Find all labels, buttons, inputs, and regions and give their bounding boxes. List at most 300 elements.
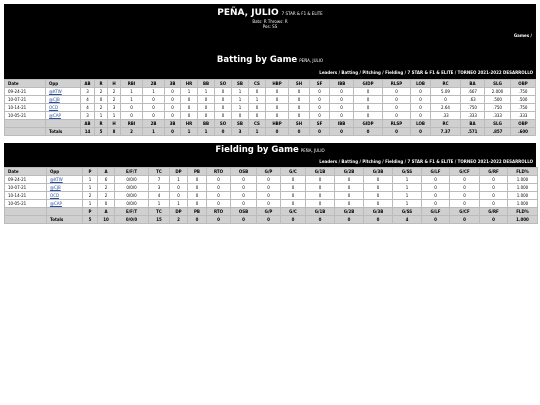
table-cell: 0: [257, 192, 281, 200]
table-cell: 09-24-21: [5, 176, 47, 184]
column-header: A: [98, 208, 115, 216]
totals-cell: 0: [231, 216, 257, 224]
column-header: HBP: [266, 120, 289, 128]
table-cell: 0: [249, 88, 266, 96]
table-cell: 0: [480, 200, 508, 208]
blank-cell: [5, 128, 46, 136]
table-cell: 1: [121, 88, 143, 96]
totals-cell: 0: [450, 216, 480, 224]
table-cell: 09-24-21: [5, 88, 46, 96]
column-header: G/RF: [480, 168, 508, 176]
table-row: [5, 184, 538, 192]
table-cell: 0: [198, 104, 215, 112]
table-cell: 0: [411, 88, 431, 96]
table-cell: 0: [422, 192, 450, 200]
column-header: BB: [198, 80, 215, 88]
table-cell: 1: [108, 112, 121, 120]
table-row: [5, 104, 536, 112]
table-cell: 0: [422, 200, 450, 208]
totals-cell: 0: [310, 128, 330, 136]
column-header: BB: [198, 120, 215, 128]
totals-cell: 0: [411, 128, 431, 136]
table-cell: 0: [289, 88, 310, 96]
table-cell: 0: [480, 192, 508, 200]
batting-subtitle: PEÑA, JULIO: [299, 58, 324, 63]
opponent-link[interactable]: [46, 104, 81, 112]
table-cell: 0: [310, 112, 330, 120]
batting-nav-links[interactable]: Leaders / Batting / Pitching / Fielding / 7 STAR & F1 & ELITE / TORNEO 2021-2022 DESARROLLO: [319, 70, 533, 75]
batting-header-row: [5, 80, 536, 88]
table-cell: 1: [170, 200, 188, 208]
column-header: E/F/T: [115, 208, 149, 216]
table-cell: 10-07-21: [5, 184, 47, 192]
blank-cell: [5, 208, 47, 216]
table-cell: .750: [461, 104, 485, 112]
column-header: G/SS: [393, 168, 422, 176]
table-cell: 0: [411, 96, 431, 104]
column-header: G/CF: [450, 208, 480, 216]
blank-cell: [5, 120, 46, 128]
column-header: RTO: [207, 208, 231, 216]
table-cell: 5.09: [431, 88, 461, 96]
table-cell: 0: [281, 176, 306, 184]
table-cell: 0: [143, 96, 165, 104]
column-header: RBI: [121, 80, 143, 88]
table-cell: 10-14-21: [5, 192, 47, 200]
table-cell: 7: [149, 176, 170, 184]
column-header: G/LF: [422, 208, 450, 216]
table-cell: 0: [231, 176, 257, 184]
column-header: SB: [232, 80, 249, 88]
column-header: G/3B: [364, 208, 393, 216]
batting-table: [4, 79, 536, 136]
table-cell: 1: [198, 88, 215, 96]
fielding-title-row: [4, 145, 536, 155]
table-cell: 0: [422, 184, 450, 192]
table-cell: 1: [232, 88, 249, 96]
column-header: LOB: [411, 80, 431, 88]
column-header: G/RF: [480, 208, 508, 216]
table-cell: 10-05-21: [5, 112, 46, 120]
column-header: G/P: [257, 168, 281, 176]
table-cell: 0: [281, 184, 306, 192]
table-cell: 1: [232, 104, 249, 112]
column-header: SO: [215, 80, 232, 88]
table-cell: 0: [257, 200, 281, 208]
page: [4, 4, 536, 224]
column-header: G/P: [257, 208, 281, 216]
totals-cell: 0/0/0: [115, 216, 149, 224]
totals-cell: 0: [165, 128, 181, 136]
totals-row: [5, 128, 536, 136]
totals-cell: 0: [188, 216, 207, 224]
fielding-table: [4, 167, 538, 224]
column-header: SF: [310, 120, 330, 128]
opponent-link[interactable]: [47, 176, 83, 184]
table-cell: 4: [81, 96, 95, 104]
column-header: AB: [81, 120, 95, 128]
table-cell: 0: [165, 112, 181, 120]
table-cell: .63: [461, 96, 485, 104]
column-header: RLSP: [383, 120, 411, 128]
column-header: E/F/T: [115, 168, 149, 176]
fielding-nav-links[interactable]: Leaders / Batting / Pitching / Fielding / 7 STAR & F1 & ELITE / TORNEO 2021-2022 DESARROLLO: [319, 159, 533, 164]
table-cell: .750: [485, 104, 511, 112]
table-cell: 0: [215, 112, 232, 120]
totals-cell: 4: [393, 216, 422, 224]
table-cell: 0: [181, 96, 198, 104]
table-cell: 0: [266, 88, 289, 96]
totals-header-row: [5, 208, 538, 216]
table-cell: 1: [393, 184, 422, 192]
table-cell: 0: [450, 176, 480, 184]
column-header: FLD%: [508, 208, 538, 216]
table-cell: 2: [95, 104, 108, 112]
games-link[interactable]: Games /: [513, 33, 532, 38]
table-cell: 0/0/0: [115, 192, 149, 200]
totals-cell: 0: [364, 216, 393, 224]
totals-cell: 1: [143, 128, 165, 136]
table-cell: 0: [165, 104, 181, 112]
table-cell: 0: [310, 96, 330, 104]
totals-cell: 1: [249, 128, 266, 136]
totals-row: [5, 216, 538, 224]
table-cell: 0: [354, 112, 383, 120]
column-header: BA: [461, 120, 485, 128]
position: Pos: SS: [262, 24, 278, 29]
table-cell: 0: [335, 192, 364, 200]
table-cell: 1: [149, 200, 170, 208]
table-cell: 0: [188, 200, 207, 208]
table-row: [5, 88, 536, 96]
table-cell: 0: [165, 88, 181, 96]
column-header: G/1B: [306, 208, 335, 216]
column-header: OSB: [231, 168, 257, 176]
table-cell: 0: [181, 104, 198, 112]
column-header: OBP: [511, 120, 536, 128]
totals-cell: 0: [257, 216, 281, 224]
table-cell: 0: [170, 192, 188, 200]
table-cell: 1.000: [508, 184, 538, 192]
table-cell: 1: [393, 192, 422, 200]
column-header: GIDP: [354, 80, 383, 88]
table-cell: 0: [383, 88, 411, 96]
table-cell: 2.64: [431, 104, 461, 112]
table-cell: 0: [188, 192, 207, 200]
totals-header-row: [5, 120, 536, 128]
table-cell: 3: [108, 104, 121, 112]
table-cell: 3: [81, 112, 95, 120]
column-header: G/C: [281, 168, 306, 176]
totals-cell: 1: [198, 128, 215, 136]
player-title: [4, 8, 536, 18]
column-header: G/2B: [335, 168, 364, 176]
table-cell: 0: [281, 192, 306, 200]
column-header: 2B: [143, 120, 165, 128]
column-header: 3B: [165, 80, 181, 88]
table-cell: 1: [249, 96, 266, 104]
table-cell: 10-07-21: [5, 96, 46, 104]
table-cell: 0: [170, 184, 188, 192]
column-header: A: [98, 168, 115, 176]
table-cell: 0: [215, 88, 232, 96]
table-cell: 0: [364, 192, 393, 200]
opponent-link-text[interactable]: @CJB: [50, 185, 61, 190]
column-header: R: [95, 120, 108, 128]
totals-cell: 0: [266, 128, 289, 136]
column-header: HR: [181, 120, 198, 128]
totals-cell: .600: [511, 128, 536, 136]
column-header: TC: [149, 208, 170, 216]
table-cell: .333: [511, 112, 536, 120]
table-cell: 0: [249, 104, 266, 112]
totals-cell: 0: [207, 216, 231, 224]
table-cell: 0: [198, 96, 215, 104]
table-cell: 0: [306, 176, 335, 184]
column-header: G/2B: [335, 208, 364, 216]
table-cell: 2: [83, 192, 98, 200]
table-cell: .750: [511, 104, 536, 112]
table-row: [5, 200, 538, 208]
column-header: CS: [249, 120, 266, 128]
table-cell: 0/0/0: [115, 176, 149, 184]
totals-cell: 2: [170, 216, 188, 224]
table-cell: 0: [231, 200, 257, 208]
column-header: DP: [170, 168, 188, 176]
table-cell: 0: [95, 96, 108, 104]
totals-cell: 8: [108, 128, 121, 136]
opponent-link[interactable]: [46, 96, 81, 104]
table-cell: 0: [354, 88, 383, 96]
table-cell: 2: [95, 88, 108, 96]
table-cell: 0: [354, 104, 383, 112]
column-header: OSB: [231, 208, 257, 216]
table-cell: 0: [188, 176, 207, 184]
table-cell: 0: [330, 96, 354, 104]
column-header: SH: [289, 120, 310, 128]
column-header: SB: [232, 120, 249, 128]
opponent-link[interactable]: [47, 192, 83, 200]
totals-cell: 1: [181, 128, 198, 136]
column-header: LOB: [411, 120, 431, 128]
table-cell: 0: [266, 104, 289, 112]
column-header: H: [108, 80, 121, 88]
table-cell: 1: [181, 88, 198, 96]
opponent-link[interactable]: [46, 88, 81, 96]
opponent-link[interactable]: [47, 200, 83, 208]
table-row: [5, 96, 536, 104]
table-cell: .33: [431, 112, 461, 120]
column-header: PB: [188, 168, 207, 176]
totals-cell: 0: [289, 128, 310, 136]
table-cell: 0: [383, 96, 411, 104]
table-cell: 0: [306, 184, 335, 192]
column-header: RTO: [207, 168, 231, 176]
table-cell: 6: [98, 176, 115, 184]
table-cell: 0: [383, 112, 411, 120]
table-cell: 0: [289, 104, 310, 112]
player-team: 7 STAR & F1 & ELITE: [281, 11, 323, 16]
table-cell: 10-05-21: [5, 200, 47, 208]
table-cell: 10-14-21: [5, 104, 46, 112]
table-cell: 0: [198, 112, 215, 120]
totals-cell: 3: [232, 128, 249, 136]
blank-cell: [5, 216, 47, 224]
table-cell: 0/0/0: [115, 200, 149, 208]
totals-cell: 0: [306, 216, 335, 224]
table-cell: 1: [393, 176, 422, 184]
blank-cell: [46, 120, 81, 128]
table-cell: .667: [461, 88, 485, 96]
column-header: H: [108, 120, 121, 128]
column-header: RBI: [121, 120, 143, 128]
totals-cell: 0: [480, 216, 508, 224]
table-cell: 1: [143, 88, 165, 96]
table-cell: 2: [108, 88, 121, 96]
table-cell: 0: [181, 112, 198, 120]
table-cell: 0: [215, 96, 232, 104]
totals-label: Totals: [46, 128, 81, 136]
table-cell: 2.000: [485, 88, 511, 96]
table-cell: 0: [231, 184, 257, 192]
bats-throws: Bats: R Throws: R: [252, 19, 288, 24]
totals-cell: .857: [485, 128, 511, 136]
table-cell: 0: [335, 176, 364, 184]
fielding-header-row: [5, 168, 538, 176]
column-header: Opp: [46, 80, 81, 88]
table-cell: 1: [83, 184, 98, 192]
table-cell: 0: [480, 184, 508, 192]
totals-cell: 0: [215, 128, 232, 136]
opponent-link-text[interactable]: @CAP: [50, 201, 62, 206]
table-cell: 1: [121, 96, 143, 104]
table-cell: 2: [98, 184, 115, 192]
table-cell: 0: [121, 104, 143, 112]
table-cell: 0: [207, 192, 231, 200]
opponent-link-text[interactable]: OCD: [49, 105, 59, 110]
column-header: RC: [431, 120, 461, 128]
column-header: DP: [170, 208, 188, 216]
totals-cell: 0: [354, 128, 383, 136]
column-header: Opp: [47, 168, 83, 176]
player-name: PEÑA, JULIO: [217, 8, 279, 18]
table-cell: 0: [450, 200, 480, 208]
opponent-link-text[interactable]: @KTW: [49, 89, 62, 94]
table-row: [5, 192, 538, 200]
totals-cell: 0: [330, 128, 354, 136]
column-header: TC: [149, 168, 170, 176]
table-cell: 0/0/0: [115, 184, 149, 192]
column-header: AB: [81, 80, 95, 88]
table-cell: 0: [480, 176, 508, 184]
blank-cell: [47, 208, 83, 216]
column-header: PB: [188, 208, 207, 216]
table-cell: 2: [108, 96, 121, 104]
totals-cell: 0: [383, 128, 411, 136]
table-cell: 0: [330, 104, 354, 112]
column-header: RC: [431, 80, 461, 88]
opponent-link-text[interactable]: @KTW: [50, 177, 63, 182]
table-cell: .750: [511, 88, 536, 96]
table-cell: 0: [450, 184, 480, 192]
column-header: IBB: [330, 80, 354, 88]
table-cell: 0: [143, 104, 165, 112]
fielding-title: Fielding by Game: [215, 145, 299, 155]
column-header: HBP: [266, 80, 289, 88]
totals-cell: 0: [281, 216, 306, 224]
table-cell: 0: [354, 96, 383, 104]
opponent-link-text[interactable]: @CJB: [49, 97, 60, 102]
table-cell: 0: [266, 112, 289, 120]
totals-cell: 5: [95, 128, 108, 136]
column-header: G/CF: [450, 168, 480, 176]
column-header: SF: [310, 80, 330, 88]
table-cell: 0: [330, 88, 354, 96]
table-cell: 0: [450, 192, 480, 200]
column-header: SO: [215, 120, 232, 128]
table-cell: 0: [281, 200, 306, 208]
opponent-link-text[interactable]: @CAP: [49, 113, 61, 118]
table-cell: 4: [81, 104, 95, 112]
opponent-link[interactable]: [46, 112, 81, 120]
table-cell: 0: [383, 104, 411, 112]
column-header: G/LF: [422, 168, 450, 176]
table-cell: 0: [330, 112, 354, 120]
table-cell: 1.000: [508, 176, 538, 184]
table-cell: 1: [83, 176, 98, 184]
column-header: SLG: [485, 80, 511, 88]
table-cell: 1: [393, 200, 422, 208]
column-header: Date: [5, 80, 46, 88]
table-cell: 0: [232, 112, 249, 120]
opponent-link[interactable]: [47, 184, 83, 192]
column-header: G/C: [281, 208, 306, 216]
table-cell: 0: [207, 200, 231, 208]
table-cell: 0: [306, 192, 335, 200]
totals-cell: 0: [422, 216, 450, 224]
opponent-link-text[interactable]: OCD: [50, 193, 60, 198]
table-cell: 0: [364, 176, 393, 184]
column-header: G/SS: [393, 208, 422, 216]
table-cell: 3: [81, 88, 95, 96]
table-cell: 1: [170, 176, 188, 184]
totals-cell: 1.000: [508, 216, 538, 224]
table-cell: .500: [511, 96, 536, 104]
table-row: [5, 176, 538, 184]
table-cell: 1: [83, 200, 98, 208]
column-header: BA: [461, 80, 485, 88]
column-header: 2B: [143, 80, 165, 88]
column-header: FLD%: [508, 168, 538, 176]
totals-cell: 7.37: [431, 128, 461, 136]
totals-cell: 15: [149, 216, 170, 224]
column-header: R: [95, 80, 108, 88]
table-cell: 0: [257, 176, 281, 184]
fielding-subtitle: PEÑA, JULIO: [300, 148, 325, 153]
column-header: OBP: [511, 80, 536, 88]
totals-cell: 2: [121, 128, 143, 136]
totals-cell: 10: [98, 216, 115, 224]
batting-section-bar: [4, 53, 536, 79]
table-cell: 0: [306, 200, 335, 208]
table-cell: 0: [188, 184, 207, 192]
table-cell: 0: [289, 112, 310, 120]
table-cell: 0: [422, 176, 450, 184]
table-cell: .500: [485, 96, 511, 104]
table-cell: .333: [485, 112, 511, 120]
table-cell: 0: [364, 184, 393, 192]
column-header: RLSP: [383, 80, 411, 88]
